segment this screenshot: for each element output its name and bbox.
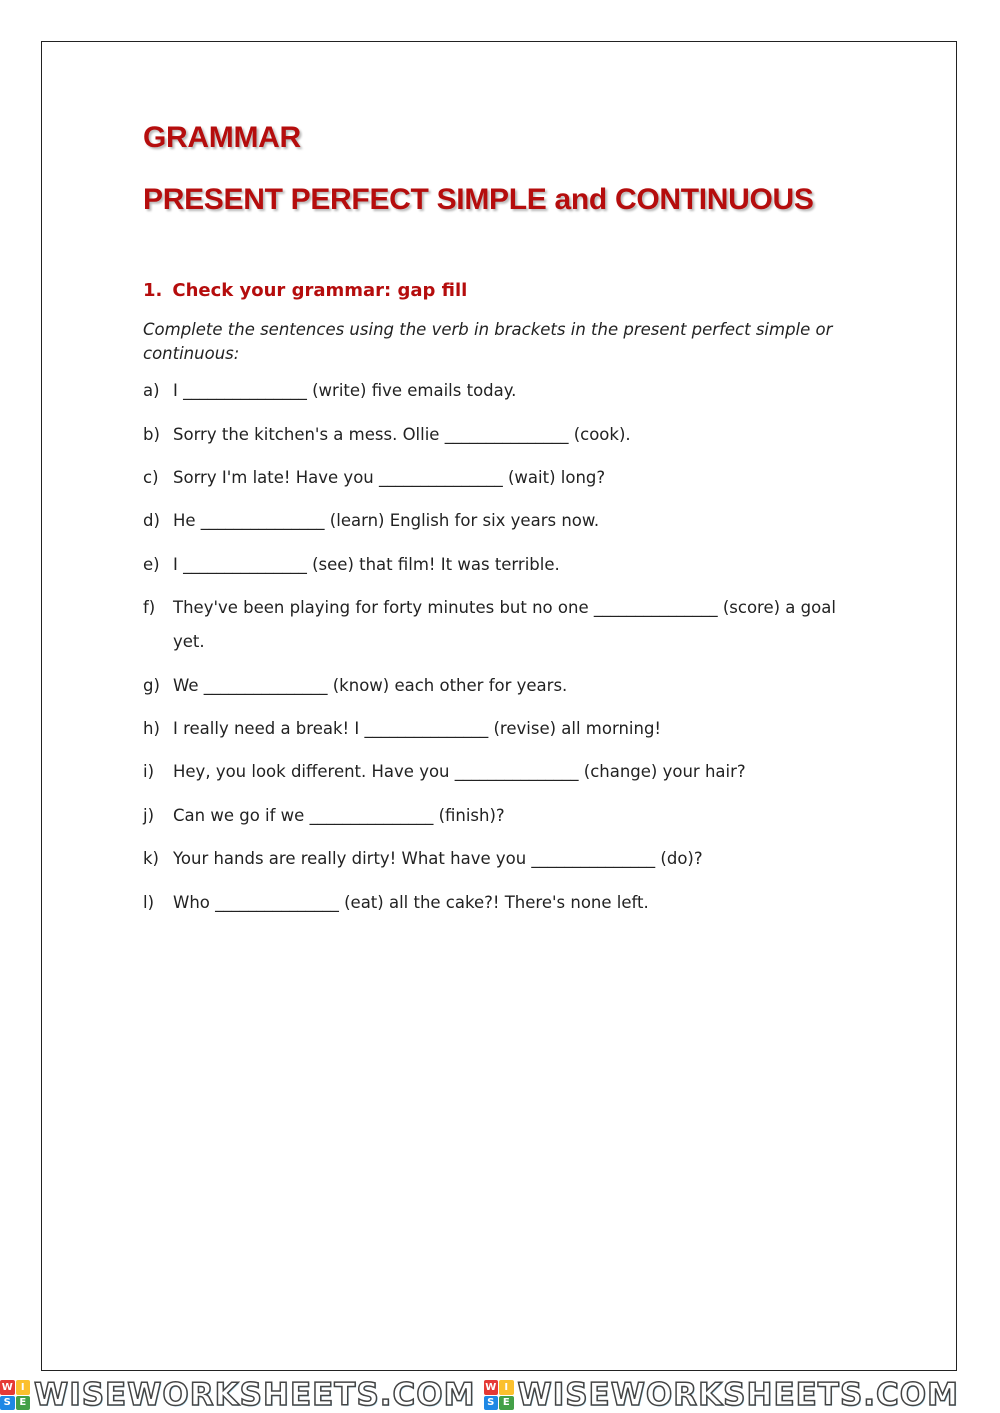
logo-letter: W xyxy=(1,1381,13,1393)
item-letter: b) xyxy=(143,425,160,444)
wiseworksheets-logo-icon xyxy=(0,1380,30,1410)
item-text: He _______________ (learn) English for six years now. xyxy=(173,511,600,530)
item-letter: k) xyxy=(143,849,159,868)
exercise-item xyxy=(143,548,843,582)
exercise-item xyxy=(143,712,843,746)
instructions-text: Complete the sentences using the verb in brackets in the present perfect simple or continuous: xyxy=(143,320,833,363)
item-letter: e) xyxy=(143,555,160,574)
logo-letter: S xyxy=(0,1396,15,1411)
item-text: Sorry I'm late! Have you _______________ (wait) long? xyxy=(173,468,606,487)
exercise-item xyxy=(143,374,843,408)
item-text: Your hands are really dirty! What have you _______________ (do)? xyxy=(173,849,703,868)
item-text: I really need a break! I _______________ (revise) all morning! xyxy=(173,719,662,738)
item-text: We _______________ (know) each other for years. xyxy=(173,676,568,695)
worksheet-subtitle: PRESENT PERFECT SIMPLE and CONTINUOUS xyxy=(143,183,814,216)
logo-letter: E xyxy=(499,1396,514,1411)
item-letter: g) xyxy=(143,676,160,695)
item-text: Hey, you look different. Have you _______________ (change) your hair? xyxy=(173,762,746,781)
exercise-item xyxy=(143,461,843,495)
footer-brand xyxy=(0,1377,476,1413)
section-heading-text: Check your grammar: gap fill xyxy=(172,280,468,301)
logo-letter: S xyxy=(484,1396,499,1411)
exercise-item xyxy=(143,504,843,538)
worksheet-title: GRAMMAR xyxy=(143,121,301,154)
item-text: I _______________ (write) five emails today. xyxy=(173,381,517,400)
logo-letter: E xyxy=(16,1396,31,1411)
exercise-item xyxy=(143,842,843,876)
exercise-item xyxy=(143,886,843,920)
item-text: Can we go if we _______________ (finish)? xyxy=(173,806,505,825)
item-text: Sorry the kitchen's a mess. Ollie _______________ (cook). xyxy=(173,425,631,444)
item-letter: i) xyxy=(143,762,155,781)
footer-brand xyxy=(484,1377,960,1413)
item-text: Who _______________ (eat) all the cake?! There's none left. xyxy=(173,893,649,912)
item-letter: j) xyxy=(143,806,155,825)
exercise-item xyxy=(143,418,843,452)
section-number: 1. xyxy=(143,280,163,301)
item-text: They've been playing for forty minutes but no one _______________ (score) a goal yet. xyxy=(173,598,842,651)
exercise-item xyxy=(143,755,843,789)
exercise-item xyxy=(143,669,843,703)
item-letter: h) xyxy=(143,719,160,738)
section-heading xyxy=(143,280,467,301)
footer-brand-text: WISEWORKSHEETS.COM xyxy=(34,1377,476,1413)
item-letter: d) xyxy=(143,511,160,530)
item-letter: c) xyxy=(143,468,159,487)
footer-watermark xyxy=(0,1377,1000,1413)
logo-letter: I xyxy=(499,1380,514,1395)
logo-letter: I xyxy=(16,1380,31,1395)
item-letter: l) xyxy=(143,893,155,912)
worksheet-page xyxy=(41,41,957,1371)
wiseworksheets-logo-icon xyxy=(484,1380,514,1410)
item-text: I _______________ (see) that film! It was terrible. xyxy=(173,555,560,574)
item-letter: a) xyxy=(143,381,160,400)
footer-brand-text: WISEWORKSHEETS.COM xyxy=(517,1377,959,1413)
exercise-item xyxy=(143,591,843,659)
logo-letter: W xyxy=(485,1381,497,1393)
exercise-item xyxy=(143,799,843,833)
item-letter: f) xyxy=(143,598,156,617)
